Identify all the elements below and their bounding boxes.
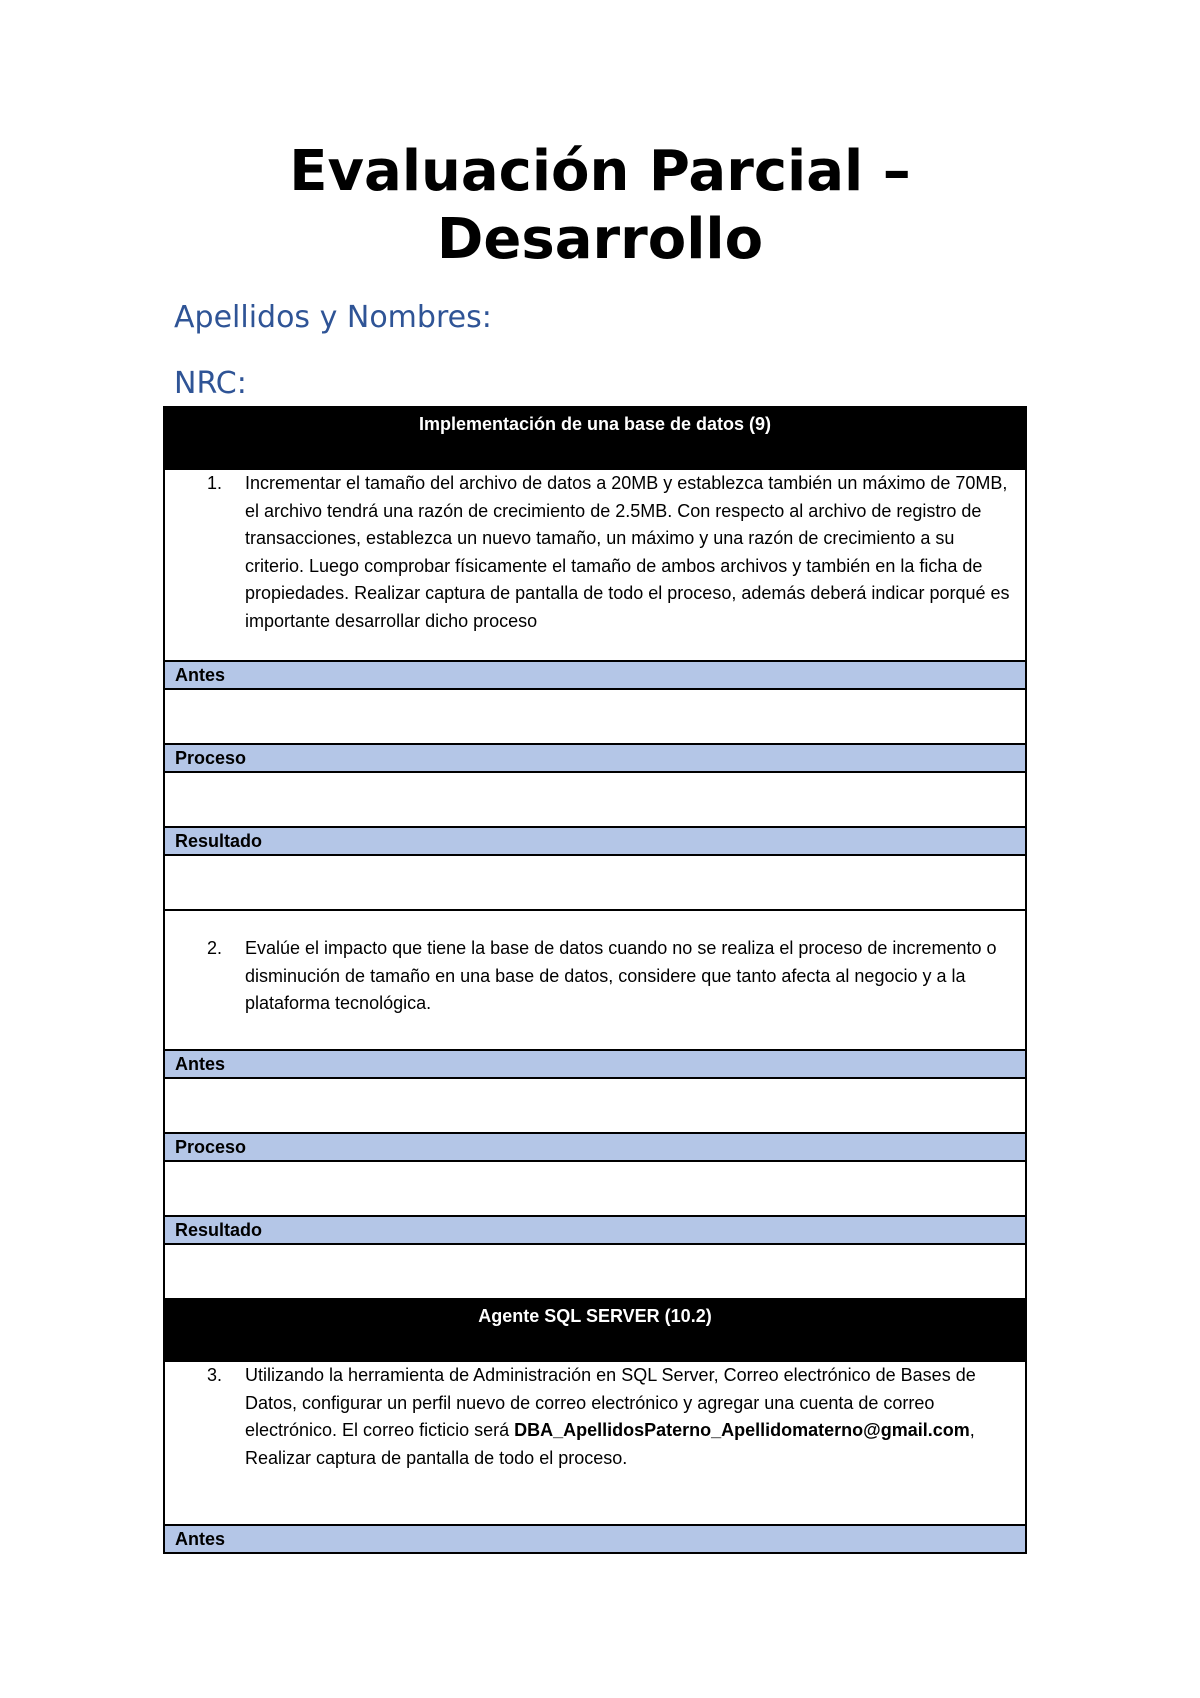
label-resultado: Resultado [164, 827, 1026, 855]
question-text [245, 1362, 1017, 1472]
question-text: Incrementar el tamaño del archivo de datos a 20MB y establezca también un máximo de 70MB, el archivo tendrá una razón de crecimiento de 2.5MB. Con respecto al archivo de registro de transacciones, establezca un nuevo tamaño, un máximo y una razón de crecimiento a su criterio. Luego comprobar físicamente el tamaño de ambos archivos y también en la ficha de propiedades. Realizar captura de pantalla de todo el proceso, además deberá indicar porqué es importante desarrollar dicho proceso [245, 473, 1010, 631]
question-cell [164, 910, 1026, 1050]
label-row-antes [164, 661, 1026, 689]
email-address: DBA_ApellidosPaterno_Apellidomaterno@gmail.com [514, 1420, 970, 1440]
question-text: Evalúe el impacto que tiene la base de datos cuando no se realiza el proceso de incremento o disminución de tamaño en una base de datos, considere que tanto afecta al negocio y a la plataforma tecnológica. [245, 938, 997, 1013]
label-row-proceso [164, 744, 1026, 772]
label-proceso: Proceso [164, 744, 1026, 772]
question-text-before: Utilizando la herramienta de Administración en SQL Server, Correo electrónico de Bases de Datos, configurar un perfil nuevo de correo electrónico y agregar una cuenta de correo electrónico. El correo ficticio será [245, 1365, 976, 1440]
label-row-antes [164, 1050, 1026, 1078]
section-heading: Agente SQL SERVER (10.2) [164, 1299, 1026, 1361]
answer-area [164, 855, 1026, 910]
answer-cell [164, 1078, 1026, 1133]
page-title-line-2: Desarrollo [436, 207, 764, 272]
evaluation-table [163, 406, 1027, 1554]
page-title [0, 138, 1200, 274]
question-number: 3. [207, 1365, 223, 1385]
label-proceso: Proceso [164, 1133, 1026, 1161]
answer-area [164, 1244, 1026, 1299]
answer-area [164, 689, 1026, 744]
answer-cell [164, 855, 1026, 910]
section-heading: Implementación de una base de datos (9) [164, 407, 1026, 469]
label-row-antes [164, 1525, 1026, 1553]
section-heading-row [164, 407, 1026, 469]
answer-cell [164, 689, 1026, 744]
page-title-line-1: Evaluación Parcial – [289, 139, 911, 204]
question-row [164, 469, 1026, 661]
question-row [164, 1361, 1026, 1525]
label-antes: Antes [164, 1525, 1026, 1553]
label-antes: Antes [164, 1050, 1026, 1078]
answer-cell [164, 1161, 1026, 1216]
question-cell [164, 1361, 1026, 1525]
nrc-label: NRC: [174, 366, 247, 401]
question-3 [165, 1362, 1025, 1472]
label-resultado: Resultado [164, 1216, 1026, 1244]
question-number: 1. [207, 473, 223, 493]
answer-area [164, 1078, 1026, 1133]
question-text-after: , Realizar captura de pantalla de todo el proceso. [245, 1420, 975, 1468]
question-number: 2. [207, 938, 223, 958]
label-row-proceso [164, 1133, 1026, 1161]
question-row [164, 910, 1026, 1050]
names-label: Apellidos y Nombres: [174, 300, 492, 335]
answer-cell [164, 772, 1026, 827]
question-1 [165, 470, 1025, 635]
question-cell [164, 469, 1026, 661]
answer-area [164, 772, 1026, 827]
question-2 [165, 911, 1025, 1018]
answer-area [164, 1161, 1026, 1216]
section-heading-row [164, 1299, 1026, 1361]
label-antes: Antes [164, 661, 1026, 689]
label-row-resultado [164, 1216, 1026, 1244]
label-row-resultado [164, 827, 1026, 855]
answer-cell [164, 1244, 1026, 1299]
